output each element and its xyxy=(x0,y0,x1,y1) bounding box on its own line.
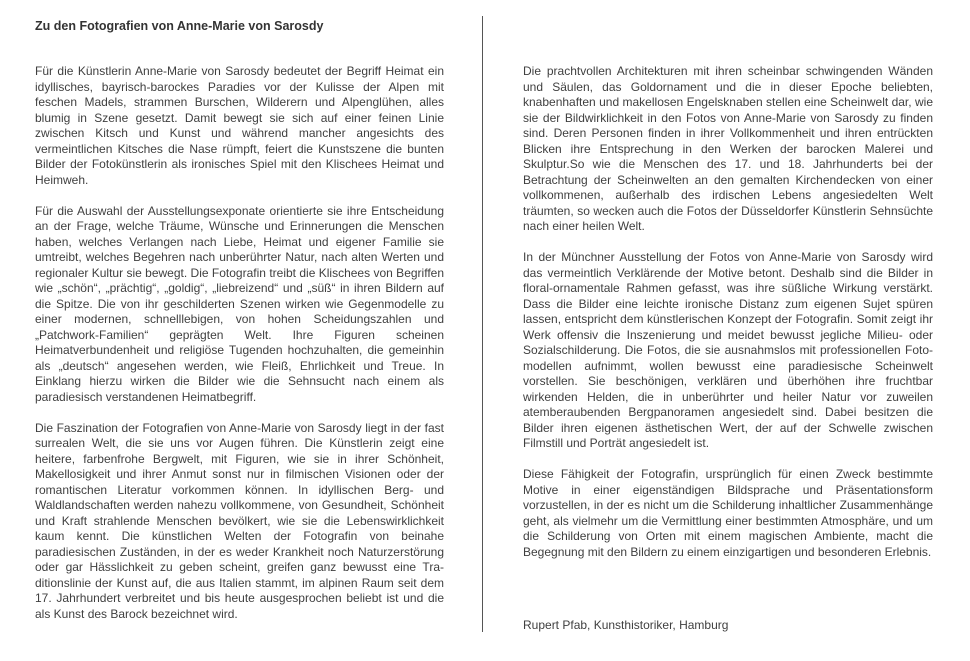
paragraph: Die prachtvollen Architekturen mit ihren scheinbar schwingenden Wänden und Säulen, das Goldornament und die in dieser Epoche beliebten, knabenhaften und makellosen Engelsknaben stellen eine Scheinwelt dar, wie sie der Bildwirklichkeit in den Fotos von Anne-Marie von Sarosdy zu finden sind. Deren Personen finden in ihrer Vollkommenheit und ihren entrückten Blicken ihre Entsprechung in den Werken der barocken Malerei und Skulptur.So wie die Menschen des 17. und 18. Jahrhunderts bei der Betrachtung der Scheinwelten an den gemalten Kirchendecken von einer vollkommenen, außerhalb des irdischen Lebens angesiedelten Welt träumten, so wecken auch die Fotos der Düsseldorfer Künstlerin Sehnsüchte nach einer heilen Welt. xyxy=(523,64,933,233)
right-text-column xyxy=(523,64,933,576)
column-divider xyxy=(482,16,483,632)
paragraph: In der Münchner Ausstellung der Fotos von Anne-Marie von Sarosdy wird das vermeintlich Verklärende der Motive betont. Deshalb sind die Bilder in floral-ornamentale Rahmen gefasst, was ihre süßliche Wirkung verstärkt. Dass die Bilder eine leichte ironische Distanz zum eigenen Sujet spüren lassen, entspricht dem künstlerischen Konzept der Fotografin. Somit zeigt ihr Werk offensiv die Inszenierung und meidet bewusst jegliche Milieu- oder Sozialschilderung. Die Fotos, die sie ausnahmslos mit professionellen Fotomodellen aufnimmt, wollen bewusst eine paradiesische Scheinwelt vorstellen. Sie beschönigen, verklären und überhöhen ihre fruchtbar wirkenden Helden, die in unberührter und heiler Natur vor zuweilen atemberaubenden Bergpanoramen angesiedelt sind. Dabei besitzen die Bilder ihren eigenen ästhetischen Wert, der auf der Schwelle zwischen Filmstill und Porträt angesiedelt ist. xyxy=(523,250,933,450)
page-title: Zu den Fotografien von Anne-Marie von Sarosdy xyxy=(35,19,324,33)
author-signature: Rupert Pfab, Kunsthistoriker, Hamburg xyxy=(523,618,729,632)
paragraph: Für die Künstlerin Anne-Marie von Sarosdy bedeutet der Begriff Heimat ein idyllisches, bayrisch-barockes Paradies vor der Kulisse der Alpen mit feschen Madels, strammen Burschen, Wilderern und Alpenglühen, alles blumig in Szene gesetzt. Damit bewegt sie sich auf einer feinen Linie zwischen Kitsch und Kunst und während mancher angesichts des vermeintlichen Kitsches die Nase rümpft, feiert die Kunstszene die bunten Bilder der Fotokünstlerin als ironisches Spiel mit den Klischees Heimat und Heimweh. xyxy=(35,64,444,187)
paragraph: Für die Auswahl der Ausstellungsexponate orientierte sie ihre Entscheidung an der Frage, welche Träume, Wünsche und Erinnerungen die Menschen haben, welches Verlangen nach Liebe, Heimat und eigener Familie sie umtreibt, welches Begehren nach unberührter Natur, nach alten Werten und regionaler Kultur sie bewegt. Die Fotografin treibt die Klischees von Begriffen wie „schön“, „prächtig“, „goldig“, „liebreizend“ und „süß“ in ihren Bildern auf die Spitze. Die von ihr geschilderten Szenen wirken wie Gegenmodelle zu einer modernen, schnelllebigen, von hohen Scheidungszahlen und „Patchwork-Familien“ geprägten Welt. Ihre Figuren scheinen Heimatverbundenheit und religiöse Tugenden hochzuhalten, die gemeinhin als „deutsch“ angesehen werden, wie Fleiß, Ehrlichkeit und Treue. In Einklang hierzu wirken die Bilder wie die Sehnsucht nach einem als paradiesisch verstandenen Heimatbegriff. xyxy=(35,203,444,404)
paragraph: Die Faszination der Fotografien von Anne-Marie von Sarosdy liegt in der fast surrealen Welt, die sie uns vor Augen führen. Die Künstlerin zeigt eine heitere, farbenfrohe Bergwelt, mit Figuren, wie sie in ihrer Schönheit, Makellosigkeit und ihrer Anmut sonst nur in filmischen Visionen oder der romantischen Literatur vorkommen können. In idyllischen Berg- und Waldlandschaften werden nahezu vollkommene, von Gesundheit, Schönheit und Kraft strahlende Menschen bevölkert, wie sie die Lebenswirklichkeit kaum kennt. Die künstlichen Welten der Fotografin von beinahe paradiesischen Zuständen, in der es weder Krankheit noch Naturzerstörung oder gar Hässlichkeit zu geben scheint, greifen ganz bewusst eine Traditionslinie der Kunst auf, die aus Italien stammt, im alpinen Raum seit dem 17. Jahrhundert verbreitet und bis heute ausgesprochen beliebt ist und die als Kunst des Barock bezeichnet wird. xyxy=(35,420,444,621)
paragraph: Diese Fähigkeit der Fotografin, ursprünglich für einen Zweck bestimmte Motive in einer eigenständigen Bildsprache und Präsentationsform vorzustellen, in der es nicht um die Schilderung inhaltlicher Zusammenhänge geht, als vielmehr um die Vermittlung einer bestimmten Atmosphäre, und um die Schilderung von Orten mit einem magischen Ambiente, macht die Begegnung mit den Bildern zu einem einzigartigen und besonderen Erlebnis. xyxy=(523,467,933,559)
left-text-column xyxy=(35,64,444,638)
